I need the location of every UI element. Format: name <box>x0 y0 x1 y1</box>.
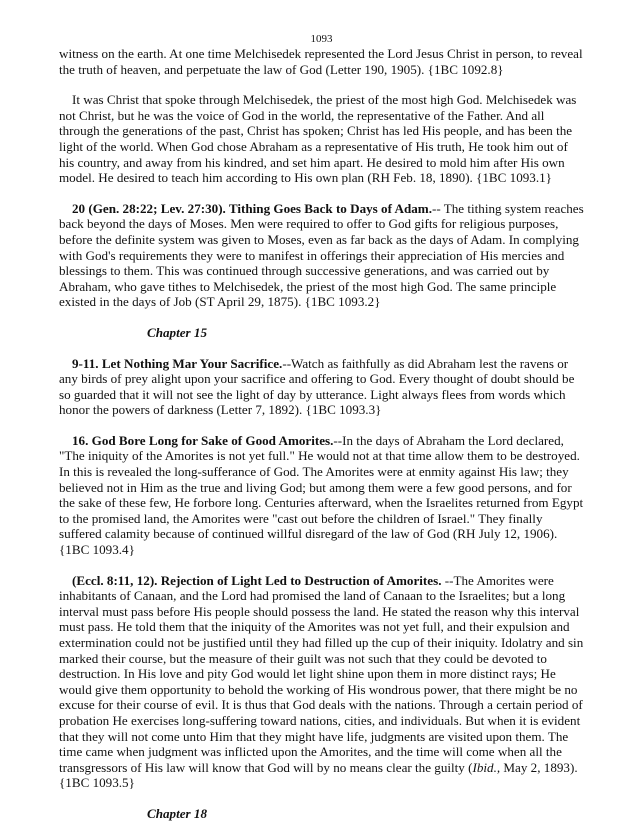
section-heading: 9-11. Let Nothing Mar Your Sacrifice. <box>72 355 283 371</box>
paragraph-text: --The Amorites were inhabitants of Canaan, and the Lord had promised the land of Canaan to the Israelites; but a long interval must pass before His people should possess the land. He stated the reason why this interval must pass. He told them that the iniquity of the Amorites was not yet full, and their expulsion and extermination could not be justified until they had filled up the cup of their iniquity. Idolatry and sin marked their course, but the measure of their guilt was not such that they could be devoted to destruction. In His love and pity God would let light shine upon them in more distinct rays; He would give them opportunity to behold the working of His wondrous power, that there might be no excuse for their course of evil. It is thus that God deals with the nations. Through a certain period of probation He exercises long-suffering toward nations, cities, and individuals. But when it is evident that they will not come unto Him that they might have life, judgments are visited upon them. The time came when judgment was inflicted upon the Amorites, and the time will come when all the transgressors of His law will know that God will by no means clear the guilty ( <box>59 572 584 775</box>
section-heading: 16. God Bore Long for Sake of Good Amorites. <box>72 432 334 448</box>
page-number: 1093 <box>310 33 333 45</box>
paragraph-text: witness on the earth. At one time Melchisedek represented the Lord Jesus Christ in person, to reveal the truth of heaven, and perpetuate the law of God (Letter 190, 1905). {1BC 1092.8} <box>59 46 583 77</box>
chapter-heading-18: Chapter 18 <box>147 805 208 821</box>
paragraph-amorites-destruction <box>59 573 584 791</box>
paragraph-continuation <box>59 46 584 77</box>
citation-italic: Ibid., <box>472 759 501 775</box>
section-heading: 20 (Gen. 28:22; Lev. 27:30). Tithing Goes Back to Days of Adam. <box>72 200 432 216</box>
section-heading: (Eccl. 8:11, 12). Rejection of Light Led to Destruction of Amorites. <box>72 572 442 588</box>
paragraph-sacrifice <box>59 356 584 418</box>
paragraph-text: --In the days of Abraham the Lord declared, "The iniquity of the Amorites is not yet full." He would not at that time allow them to be destroyed. In this is revealed the long-sufferance of God. The Amorites were at enmity against His law; they believed not in Him as the true and living God; but among them were a few good persons, and for the sake of these few, He forbore long. Centuries afterward, when the Israelites returned from Egypt to the promised land, the Amorites were "cast out before the children of Israel." They finally suffered calamity because of continued willful disregard of the law of God (RH July 12, 1906). {1BC 1093.4} <box>59 432 584 558</box>
document-page <box>59 33 584 837</box>
chapter-heading-15: Chapter 15 <box>147 324 208 340</box>
paragraph-amorites-longsuffering <box>59 433 584 558</box>
paragraph-tithing <box>59 201 584 310</box>
paragraph-text: May 2, 1893). {1BC 1093.5} <box>59 759 578 791</box>
paragraph-melchisedek <box>59 92 584 186</box>
paragraph-text: -- The tithing system reaches back beyond the days of Moses. Men were required to offer to God gifts for religious purposes, before the definite system was given to Moses, even as far back as the days of Adam. In complying with God's requirements they were to manifest in offerings their appreciation of His mercies and blessings to them. This was continued through successive generations, and was carried out by Abraham, who gave tithes to Melchisedek, the priest of the most high God. The same principle existed in the days of Job (ST April 29, 1875). {1BC 1093.2} <box>59 200 584 310</box>
paragraph-text: --Watch as faithfully as did Abraham lest the ravens or any birds of prey alight upon your sacrifice and offering to God. Every thought of doubt should be so guarded that it will not see the light of day by utterance. Light always flees from words which honor the powers of darkness (Letter 7, 1892). {1BC 1093.3} <box>59 355 575 418</box>
paragraph-text: It was Christ that spoke through Melchisedek, the priest of the most high God. Melchisedek was not Christ, but he was the voice of God in the world, the representative of the Father. And all through the generations of the past, Christ has spoken; Christ has led His people, and has been the light of the world. When God chose Abraham as a representative of His truth, He took him out of his country, and away from his kindred, and set him apart. He desired to mold him after His own model. He desired to teach him according to His own plan (RH Feb. 18, 1890). {1BC 1093.1} <box>59 92 577 186</box>
